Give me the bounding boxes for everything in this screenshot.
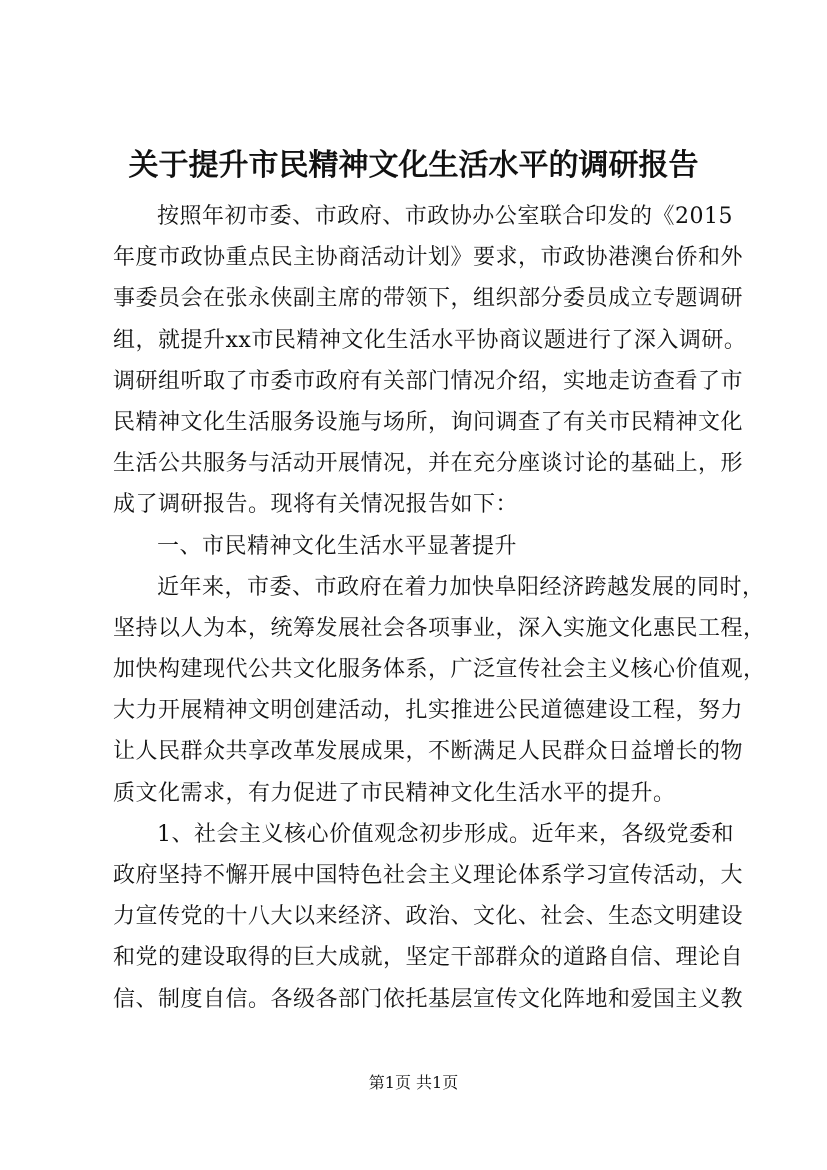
- paragraph-line: 成了调研报告。现将有关情况报告如下：: [113, 492, 519, 518]
- page-number-footer: 第1页 共1页: [368, 1073, 459, 1092]
- paragraph-line: 和党的建设取得的巨大成就，坚定干部群众的道路自信、理论自: [113, 945, 744, 971]
- paragraph-line: 让人民群众共享改革发展成果，不断满足人民群众日益增长的物: [113, 739, 744, 765]
- paragraph-line: 政府坚持不懈开展中国特色社会主义理论体系学习宣传活动，大: [113, 863, 744, 888]
- paragraph-line: 大力开展精神文明创建活动，扎实推进公民道德建设工程，努力: [113, 698, 744, 724]
- paragraph-line: 调研组听取了市委市政府有关部门情况介绍，实地走访查看了市: [113, 368, 744, 394]
- paragraph-line: 1、社会主义核心价值观念初步形成。近年来，各级党委和: [157, 821, 734, 847]
- paragraph-line: 年度市政协重点民主协商活动计划》要求，市政协港澳台侨和外: [113, 245, 744, 271]
- section-heading: 一、市民精神文化生活水平显著提升: [157, 533, 518, 559]
- paragraph-line: 坚持以人为本，统筹发展社会各项事业，深入实施文化惠民工程，: [113, 615, 766, 641]
- document-body: [113, 196, 766, 1020]
- document-title: 关于提升市民精神文化生活水平的调研报告: [128, 148, 699, 183]
- paragraph-line: 生活公共服务与活动开展情况，并在充分座谈讨论的基础上，形: [113, 451, 744, 477]
- paragraph-line: 民精神文化生活服务设施与场所，询问调查了有关市民精神文化: [113, 409, 744, 435]
- paragraph-line: 加快构建现代公共文化服务体系，广泛宣传社会主义核心价值观，: [113, 657, 766, 683]
- paragraph-line: 信、制度自信。各级各部门依托基层宣传文化阵地和爱国主义教: [113, 986, 744, 1012]
- paragraph-line: 近年来，市委、市政府在着力加快阜阳经济跨越发展的同时，: [157, 574, 765, 600]
- paragraph-line: 质文化需求，有力促进了市民精神文化生活水平的提升。: [113, 780, 676, 806]
- paragraph-line: 组，就提升xx市民精神文化生活水平协商议题进行了深入调研。: [113, 327, 747, 353]
- paragraph-line: 事委员会在张永侠副主席的带领下，组织部分委员成立专题调研: [113, 286, 744, 312]
- paragraph-line: 按照年初市委、市政府、市政协办公室联合印发的《2015: [157, 204, 733, 229]
- paragraph-line: 力宣传党的十八大以来经济、政治、文化、社会、生态文明建设: [113, 904, 744, 930]
